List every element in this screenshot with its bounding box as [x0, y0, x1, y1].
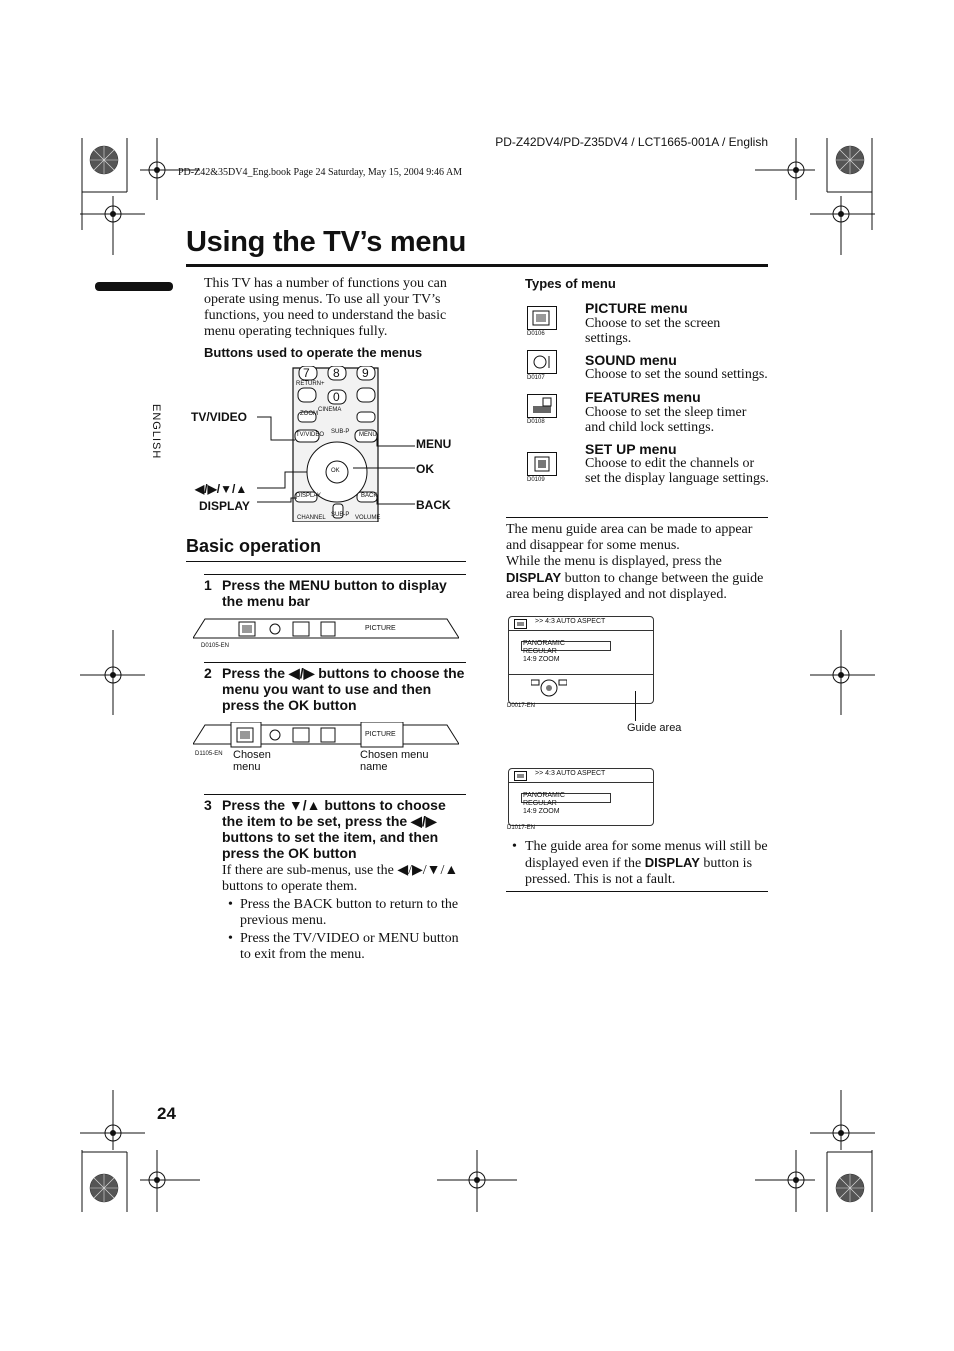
screen-1-code: D0017-EN	[507, 703, 536, 709]
label-tvvideo: TV/VIDEO	[296, 432, 325, 438]
step-1-text: Press the MENU button to display the menu bar	[222, 577, 447, 609]
bullet-dot-2: •	[228, 931, 233, 946]
step2-rule	[204, 662, 466, 663]
callout-arrows: ◀/▶/▼/▲	[195, 482, 248, 496]
callout-tv-video: TV/VIDEO	[191, 410, 248, 424]
chosen-menu-name-label: Chosen menu name	[360, 749, 429, 773]
page-number: 24	[157, 1104, 176, 1123]
key-8: 8	[333, 366, 340, 380]
menubar-1-illustration	[193, 618, 459, 640]
callout-display: DISPLAY	[199, 499, 250, 513]
basic-heading-rule	[186, 561, 466, 562]
menubar-1-label: PICTURE	[365, 625, 396, 632]
label-back-small: BACK	[361, 493, 378, 499]
features-menu-icon	[527, 394, 557, 418]
buttons-heading: Buttons used to operate the menus	[204, 345, 423, 360]
screen-1-option-2: REGULAR	[523, 648, 557, 655]
screen-1-guide-icons	[531, 677, 567, 699]
label-return: RETURN+	[296, 381, 325, 387]
note-display-button-ref: DISPLAY	[644, 855, 700, 870]
screen-2-picture-icon	[514, 771, 527, 781]
label-channel: CHANNEL	[297, 515, 326, 521]
guide-paragraph-2a: While the menu is displayed, press the	[506, 554, 722, 569]
features-menu-code: D0108	[527, 419, 545, 425]
guide-paragraph-2	[506, 554, 768, 603]
bullet-back: Press the BACK button to return to the previous menu.	[240, 897, 459, 928]
menu-types-list	[525, 298, 768, 508]
step-3-detail: If there are sub-menus, use the ◀/▶/▼/▲ buttons to operate them.	[222, 863, 459, 894]
step-3-text: Press the ▼/▲ buttons to choose the item to be set, press the ◀/▶ buttons to set the item, and then press the OK button	[222, 797, 446, 861]
screen-2-code: D1017-EN	[507, 825, 536, 831]
picture-menu-code: D0106	[527, 331, 545, 337]
guide-note-b: button is pressed. This is not a fault.	[525, 856, 753, 887]
menubar-2-illustration	[193, 722, 459, 750]
setup-menu-name: SET UP menu	[585, 441, 677, 457]
page-title: Using the TV’s menu	[186, 226, 467, 258]
screen-1-guide-divider	[509, 674, 653, 675]
guide-screen-1	[508, 616, 654, 704]
guide-paragraph-1: The menu guide area can be made to appear and disappear for some menus.	[506, 522, 753, 553]
step-1-number: 1	[204, 577, 212, 593]
basic-operation-heading: Basic operation	[186, 536, 322, 556]
menubar-1-code: D0105-EN	[201, 643, 230, 649]
menubar-2-label: PICTURE	[365, 731, 396, 738]
screen-1-picture-icon	[514, 619, 527, 629]
setup-menu-code: D0109	[527, 477, 545, 483]
sound-menu-name: SOUND menu	[585, 352, 677, 368]
title-rule	[186, 264, 768, 267]
label-menu-small: MENU	[359, 432, 377, 438]
bullet-dot-1: •	[228, 897, 233, 912]
screen-1-option-1: PANORAMIC	[523, 640, 565, 647]
step-3-number: 3	[204, 797, 212, 813]
bullet-exit: Press the TV/VIDEO or MENU button to exit from the menu.	[240, 931, 459, 962]
guide-bottom-rule	[506, 891, 768, 892]
setup-menu-desc: Choose to edit the channels or set the display language settings.	[585, 456, 769, 486]
callout-ok: OK	[416, 462, 434, 476]
model-header: PD-Z42DV4/PD-Z35DV4 / LCT1665-001A / English	[495, 135, 768, 149]
screen-2-option-2: REGULAR	[523, 800, 557, 807]
guide-paragraph-2b: button to change between the guide area being displayed and not displayed.	[506, 571, 764, 602]
sound-menu-code: D0107	[527, 375, 545, 381]
menubar-2-code: D1105-EN	[195, 751, 223, 757]
label-volume: VOLUME	[355, 515, 381, 521]
types-heading: Types of menu	[525, 276, 616, 291]
key-7: 7	[303, 366, 310, 380]
step-2-text: Press the ◀/▶ buttons to choose the menu you want to use and then press the OK button	[222, 665, 465, 713]
remote-diagram	[185, 366, 470, 522]
book-info-line: PD-Z42&35DV4_Eng.book Page 24 Saturday, May 15, 2004 9:46 AM	[178, 167, 463, 178]
sound-menu-icon	[527, 350, 557, 374]
menubar-figure-1	[193, 618, 459, 656]
label-subp-bottom: SUB-P	[331, 512, 350, 518]
label-zoom: ZOOM	[300, 411, 318, 417]
picture-menu-icon	[527, 306, 557, 330]
label-cinema: CINEMA	[318, 407, 342, 413]
setup-menu-icon	[527, 452, 557, 476]
key-0: 0	[333, 390, 340, 404]
key-ok: OK	[331, 468, 340, 474]
features-menu-name: FEATURES menu	[585, 389, 701, 405]
guide-note-a: The guide area for some menus will still be displayed even if the	[525, 839, 768, 871]
guide-note	[525, 839, 768, 888]
screen-2-option-3: 14:9 ZOOM	[523, 808, 560, 815]
guide-area-leader	[635, 691, 636, 721]
screen-2-title: >> 4:3 AUTO ASPECT	[535, 770, 606, 777]
screen-2-option-1: PANORAMIC	[523, 792, 565, 799]
guide-screen-2	[508, 768, 654, 826]
step3-rule	[204, 794, 466, 795]
callout-menu: MENU	[416, 437, 452, 451]
screen-1-title: >> 4:3 AUTO ASPECT	[535, 618, 606, 625]
chosen-menu-label: Chosen menu	[233, 749, 271, 773]
screen-1-option-3: 14:9 ZOOM	[523, 656, 560, 663]
side-tab-bar	[95, 282, 173, 291]
picture-menu-desc: Choose to set the screen settings.	[585, 316, 721, 346]
side-language-label: ENGLISH	[150, 404, 162, 460]
step-2-number: 2	[204, 665, 212, 681]
key-9: 9	[362, 366, 369, 380]
step1-rule	[204, 574, 466, 575]
intro-paragraph: This TV has a number of functions you can operate using menus. To use all your TV’s functions, you need to understand the basic menu operating techniques fully.	[204, 276, 447, 339]
sound-menu-desc: Choose to set the sound settings.	[585, 367, 768, 382]
label-display-small: DISPLAY	[296, 493, 321, 499]
picture-menu-name: PICTURE menu	[585, 300, 688, 316]
guide-area-label: Guide area	[627, 722, 682, 734]
menubar-figure-2	[193, 722, 459, 777]
features-menu-desc: Choose to set the sleep timer and child lock settings.	[585, 405, 747, 435]
display-button-ref: DISPLAY	[506, 570, 562, 585]
label-subp-top: SUB-P	[331, 429, 350, 435]
callout-back: BACK	[416, 498, 451, 512]
guide-top-rule	[506, 517, 768, 518]
note-bullet-dot: •	[512, 839, 517, 854]
